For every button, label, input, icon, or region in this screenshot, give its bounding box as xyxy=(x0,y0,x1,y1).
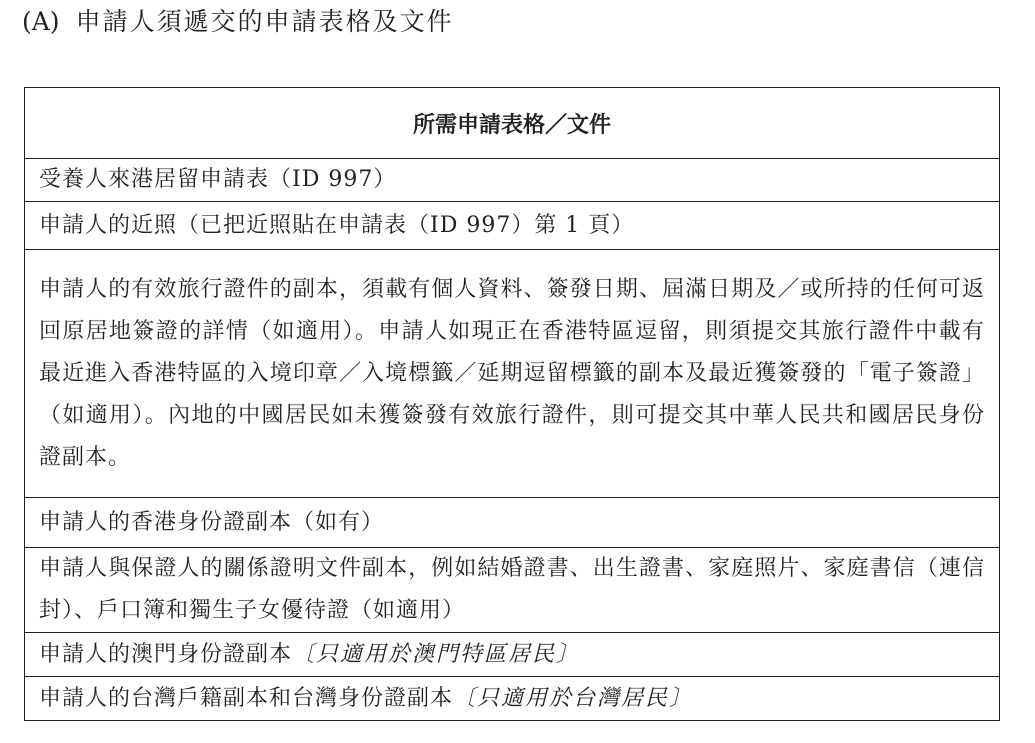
document-item-text: 申請人與保證人的關係證明文件副本，例如結婚證書、出生證書、家庭照片、家庭書信（連信封）、戶口簿和獨生子女優待證（如適用） xyxy=(39,556,985,623)
table-cell xyxy=(25,633,1000,677)
table-row xyxy=(25,498,1000,548)
document-item-text: 申請人的香港身份證副本（如有） xyxy=(39,509,385,535)
table-row xyxy=(25,202,1000,250)
table-cell xyxy=(25,548,1000,633)
document-item-text: 申請人的澳門身份證副本 xyxy=(39,641,293,667)
applicability-note: 〔只適用於台灣居民〕 xyxy=(453,685,694,711)
section-title: 申請人須遞交的申請表格及文件 xyxy=(75,7,454,36)
table-cell xyxy=(25,202,1000,250)
table-cell xyxy=(25,159,1000,202)
required-documents-table xyxy=(24,87,1000,721)
applicability-note: 〔只適用於澳門特區居民〕 xyxy=(292,641,581,667)
table-cell xyxy=(25,498,1000,548)
table-row xyxy=(25,250,1000,498)
table-header-row xyxy=(25,88,1000,159)
document-item-text: 申請人的台灣戶籍副本和台灣身份證副本 xyxy=(39,685,454,711)
table-row xyxy=(25,159,1000,202)
document-item-text: 受養人來港居留申請表（ID 997） xyxy=(39,167,397,192)
document-item-text: 申請人的有效旅行證件的副本，須載有個人資料、簽發日期、屆滿日期及／或所持的任何可返回原居地簽證的詳情（如適用）。申請人如現正在香港特區逗留，則須提交其旅行證件中載有最近進入香港特區的入境印章／入境標籤／延期逗留標籤的副本及最近獲簽發的「電子簽證」（如適用）。內地的中國居民如未獲簽發有效旅行證件，則可提交其中華人民共和國居民身份證副本。 xyxy=(39,276,985,470)
section-heading xyxy=(22,4,454,40)
section-marker: (A) xyxy=(22,7,60,36)
table-cell xyxy=(25,677,1000,721)
table-row xyxy=(25,633,1000,677)
table-row xyxy=(25,677,1000,721)
table-row xyxy=(25,548,1000,633)
table-cell xyxy=(25,250,1000,498)
table-header-cell: 所需申請表格／文件 xyxy=(25,88,1000,159)
document-item-text: 申請人的近照（已把近照貼在申請表（ID 997）第 1 頁） xyxy=(39,212,635,238)
